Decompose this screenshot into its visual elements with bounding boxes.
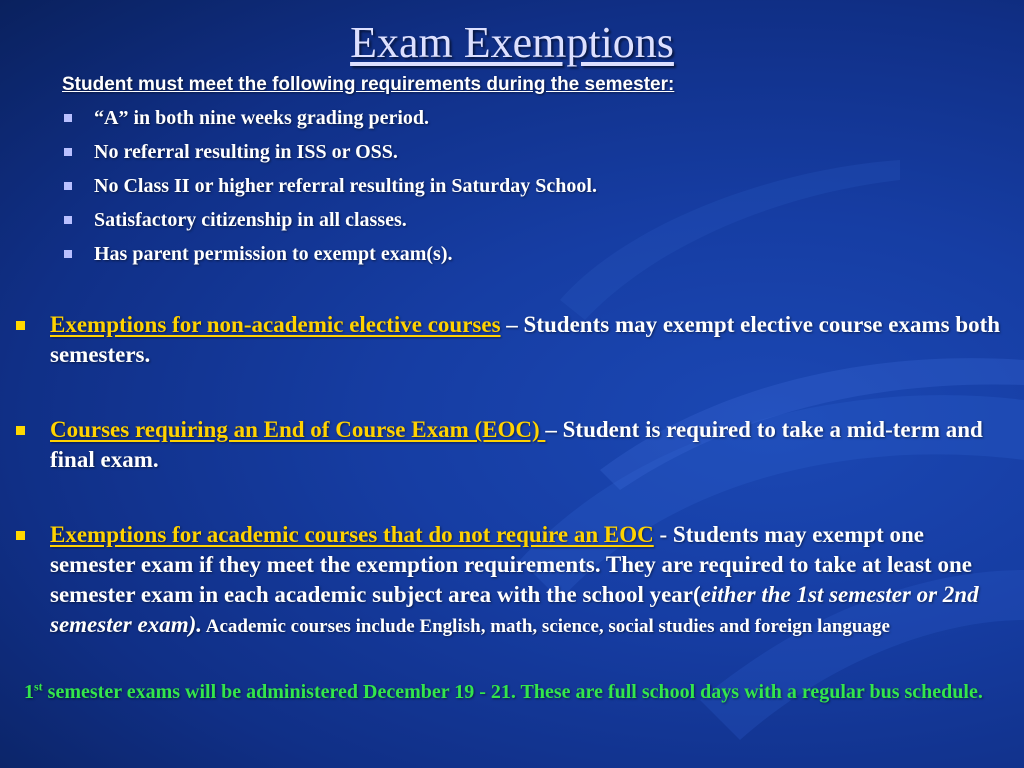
square-bullet-icon [16,426,25,435]
note-text: semester exams will be administered December 19 - 21. These are full school days with a regular bus schedule. [42,681,983,703]
square-bullet-icon [64,182,72,190]
eoc-courses-link[interactable]: Courses requiring an End of Course Exam (EOC) [50,417,546,442]
requirements-heading: Student must meet the following requirements during the semester: [62,74,675,95]
requirements-list [62,105,597,275]
academic-exemptions-link[interactable]: Exemptions for academic courses that do not require an EOC [50,522,654,547]
square-bullet-icon [16,321,25,330]
requirement-item [62,241,597,275]
exemption-point-elective [12,310,1002,370]
square-bullet-icon [64,148,72,156]
academic-exemptions-italic-text: either the 1st semester or 2nd semester exam). [50,582,979,637]
elective-exemptions-text: – Students may exempt elective course exams both semesters. [50,312,1001,367]
requirement-text: No Class II or higher referral resulting in Saturday School. [94,175,597,197]
eoc-courses-text: – Student is required to take a mid-term and final exam. [50,417,983,472]
note-prefix: 1 [24,681,34,703]
square-bullet-icon [64,250,72,258]
requirement-item [62,207,597,241]
square-bullet-icon [16,531,25,540]
requirement-item [62,139,597,173]
square-bullet-icon [64,114,72,122]
exemption-point-eoc [12,415,1002,475]
exemption-point-academic [12,520,1002,640]
square-bullet-icon [64,216,72,224]
elective-exemptions-link[interactable]: Exemptions for non-academic elective courses [50,312,501,337]
requirement-item [62,105,597,139]
academic-exemptions-text: - Students may exempt one semester exam if they meet the exemption requirements. They are required to take at least one semester exam in each academic subject area with the school year( [50,522,972,607]
exam-schedule-note [24,676,1004,709]
exemption-points-list [12,310,1002,640]
slide-title: Exam Exemptions [350,18,674,67]
requirement-text: Satisfactory citizenship in all classes. [94,209,407,231]
requirement-text: “A” in both nine weeks grading period. [94,107,430,129]
note-superscript: st [34,679,43,694]
requirement-text: No referral resulting in ISS or OSS. [94,141,398,163]
requirement-item [62,173,597,207]
academic-courses-list-text: Academic courses include English, math, science, social studies and foreign language [202,616,890,637]
requirement-text: Has parent permission to exempt exam(s). [94,243,453,265]
